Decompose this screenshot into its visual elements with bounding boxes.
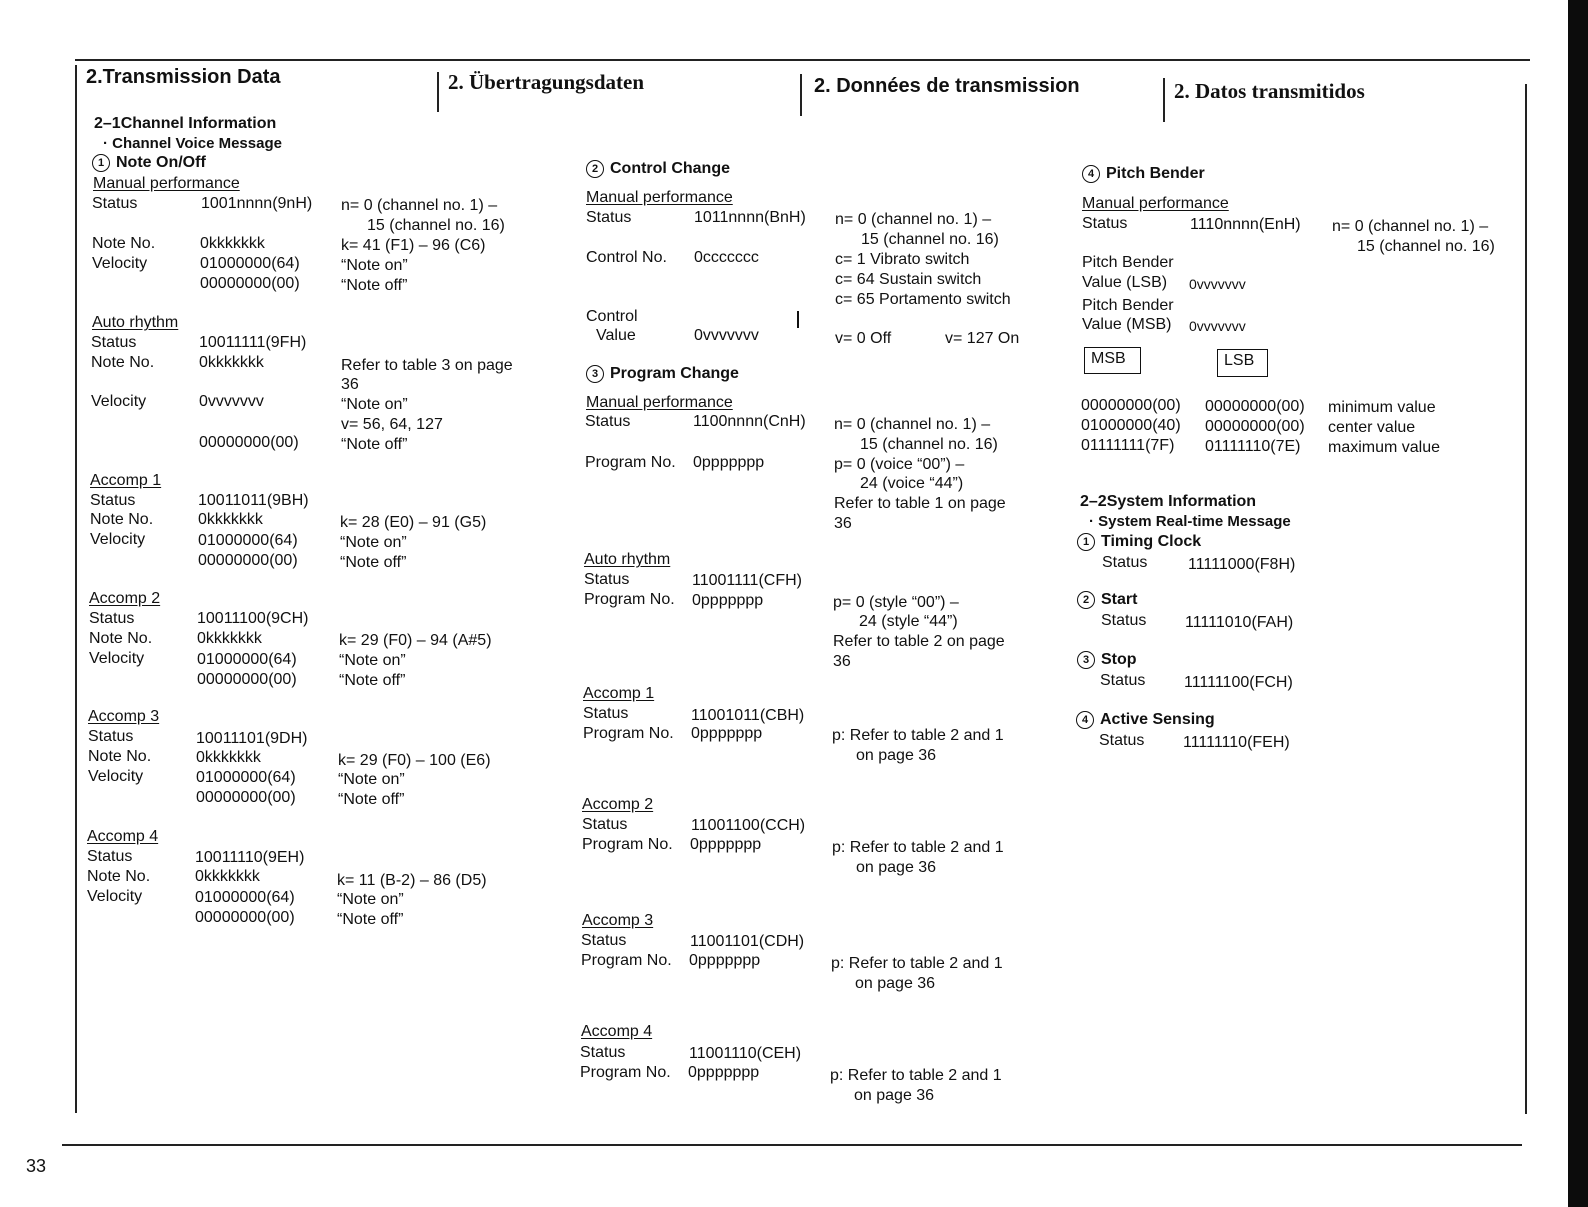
program-change-heading bbox=[586, 365, 739, 383]
circled-number: 4 bbox=[1076, 711, 1094, 729]
table-reference: p: Refer to table 2 and 1 bbox=[830, 1067, 1002, 1084]
status-label: Status bbox=[1100, 672, 1146, 689]
control-value-code: 0vvvvvvv bbox=[694, 327, 759, 344]
channel-range-line2: 15 (channel no. 16) bbox=[367, 217, 505, 234]
channel-range-line2: 15 (channel no. 16) bbox=[861, 231, 999, 248]
status-code: 10011101(9DH) bbox=[196, 730, 308, 747]
note-on-text: “Note on” bbox=[341, 396, 408, 413]
section-channel-voice: · Channel Voice Message bbox=[103, 135, 282, 152]
velocity-code: 01000000(64) bbox=[200, 255, 300, 272]
stop-title: Stop bbox=[1101, 651, 1137, 668]
msb-box: MSB bbox=[1084, 347, 1141, 374]
program-no-code: 0ppppppp bbox=[690, 836, 762, 853]
note-on-text: “Note on” bbox=[339, 652, 406, 669]
status-label: Status bbox=[1102, 554, 1148, 571]
note-label: Note No. bbox=[90, 511, 154, 528]
top-rule bbox=[75, 59, 1530, 61]
note-off-text: “Note off” bbox=[341, 277, 408, 294]
accomp-heading: Accomp 4 bbox=[581, 1023, 653, 1040]
circled-number: 3 bbox=[1077, 651, 1095, 669]
pb-row-desc: minimum value bbox=[1328, 399, 1436, 416]
page-edge bbox=[1568, 0, 1588, 1207]
pb-row-msb: 01000000(40) bbox=[1081, 417, 1181, 434]
active-sensing-heading bbox=[1076, 711, 1215, 729]
velocity-off-code: 00000000(00) bbox=[199, 434, 299, 451]
manual-performance-heading: Manual performance bbox=[586, 394, 733, 411]
title-en: 2.Transmission Data bbox=[86, 66, 281, 88]
status-label: Status bbox=[92, 195, 138, 212]
title-de: 2. Übertragungsdaten bbox=[448, 70, 645, 94]
column-divider bbox=[75, 65, 77, 1113]
control-no-code: 0ccccccc bbox=[694, 249, 759, 266]
status-code: 10011100(9CH) bbox=[197, 610, 309, 627]
program-no-code: 0ppppppp bbox=[693, 454, 765, 471]
table-reference: Refer to table 1 on page bbox=[834, 495, 1006, 512]
control-vibrato: c= 1 Vibrato switch bbox=[835, 251, 970, 268]
status-code: 11111000(F8H) bbox=[1188, 556, 1296, 573]
program-no-label: Program No. bbox=[585, 454, 676, 471]
status-label: Status bbox=[91, 334, 137, 351]
note-on-text: “Note on” bbox=[341, 257, 408, 274]
note-label: Note No. bbox=[87, 868, 151, 885]
status-label: Status bbox=[583, 705, 629, 722]
program-range-line1: p= 0 (voice “00”) – bbox=[834, 456, 965, 473]
velocity-off-code: 00000000(00) bbox=[198, 552, 298, 569]
value-msb-code: 0vvvvvvv bbox=[1189, 318, 1246, 334]
pb-row-lsb: 00000000(00) bbox=[1205, 398, 1305, 415]
program-range-line2: 24 (style “44”) bbox=[859, 613, 958, 630]
circled-number: 1 bbox=[92, 154, 110, 172]
pb-row-msb: 00000000(00) bbox=[1081, 397, 1181, 414]
channel-range-line1: n= 0 (channel no. 1) – bbox=[835, 211, 992, 228]
stop-heading bbox=[1077, 651, 1137, 669]
velocity-label: Velocity bbox=[92, 255, 148, 272]
table-reference: p: Refer to table 2 and 1 bbox=[832, 839, 1004, 856]
status-code: 1110nnnn(EnH) bbox=[1190, 216, 1301, 233]
velocity-off-code: 00000000(00) bbox=[200, 275, 300, 292]
table-reference-page: on page 36 bbox=[856, 859, 937, 876]
manual-performance-heading: Manual performance bbox=[93, 175, 240, 192]
auto-rhythm-heading: Auto rhythm bbox=[92, 314, 179, 331]
manual-performance-heading: Manual performance bbox=[586, 189, 733, 206]
value-msb-label: Value (MSB) bbox=[1082, 316, 1172, 333]
velocity-off-code: 00000000(00) bbox=[197, 671, 297, 688]
pitch-bender-title: Pitch Bender bbox=[1106, 165, 1205, 182]
program-no-code: 0ppppppp bbox=[692, 592, 764, 609]
table-reference-page: 36 bbox=[341, 376, 359, 393]
channel-range-line2: 15 (channel no. 16) bbox=[1357, 238, 1495, 255]
column-divider bbox=[437, 72, 439, 112]
program-no-code: 0ppppppp bbox=[688, 1064, 760, 1081]
value-on: v= 127 On bbox=[945, 330, 1020, 347]
note-on-text: “Note on” bbox=[337, 891, 404, 908]
program-no-code: 0ppppppp bbox=[689, 952, 761, 969]
circled-number: 4 bbox=[1082, 165, 1100, 183]
status-label: Status bbox=[1099, 732, 1145, 749]
program-no-label: Program No. bbox=[580, 1064, 671, 1081]
status-code: 11001100(CCH) bbox=[691, 817, 806, 834]
velocity-off-code: 00000000(00) bbox=[196, 789, 296, 806]
pitch-bender-heading bbox=[1082, 165, 1205, 183]
table-reference: Refer to table 2 on page bbox=[833, 633, 1005, 650]
key-range: k= 28 (E0) – 91 (G5) bbox=[340, 514, 487, 531]
title-es: 2. Datos transmitidos bbox=[1174, 79, 1365, 103]
status-code: 11111100(FCH) bbox=[1184, 674, 1293, 691]
status-code: 10011110(9EH) bbox=[195, 849, 305, 866]
circled-number: 2 bbox=[1077, 591, 1095, 609]
velocity-off-code: 00000000(00) bbox=[195, 909, 295, 926]
section-channel-information: 2–1Channel Information bbox=[94, 115, 277, 132]
control-sustain: c= 64 Sustain switch bbox=[835, 271, 982, 288]
key-range: k= 11 (B-2) – 86 (D5) bbox=[337, 872, 487, 889]
note-label: Note No. bbox=[92, 235, 156, 252]
status-code: 10011111(9FH) bbox=[199, 334, 307, 351]
key-range: k= 41 (F1) – 96 (C6) bbox=[341, 237, 486, 254]
status-code: 11001101(CDH) bbox=[690, 933, 805, 950]
status-label: Status bbox=[585, 413, 631, 430]
status-label: Status bbox=[87, 848, 133, 865]
program-range-line2: 24 (voice “44”) bbox=[860, 475, 964, 492]
note-onoff-heading bbox=[92, 154, 206, 172]
table-reference-page: on page 36 bbox=[856, 747, 937, 764]
program-no-label: Program No. bbox=[581, 952, 672, 969]
note-code: 0kkkkkkk bbox=[198, 511, 263, 528]
pb-row-lsb: 00000000(00) bbox=[1205, 418, 1305, 435]
channel-range-line2: 15 (channel no. 16) bbox=[860, 436, 998, 453]
status-code: 11111110(FEH) bbox=[1183, 734, 1290, 751]
note-code: 0kkkkkkk bbox=[199, 354, 264, 371]
channel-range-line1: n= 0 (channel no. 1) – bbox=[1332, 218, 1489, 235]
status-label: Status bbox=[584, 571, 630, 588]
pb-row-desc: maximum value bbox=[1328, 439, 1441, 456]
control-change-title: Control Change bbox=[610, 160, 730, 177]
pitch-bender-msb-label: Pitch Bender bbox=[1082, 297, 1174, 314]
velocity-values: v= 56, 64, 127 bbox=[341, 416, 443, 433]
velocity-code: 01000000(64) bbox=[197, 651, 297, 668]
velocity-label: Velocity bbox=[91, 393, 147, 410]
note-label: Note No. bbox=[88, 748, 152, 765]
table-reference-page: on page 36 bbox=[855, 975, 936, 992]
accomp-heading: Accomp 2 bbox=[89, 590, 161, 607]
accomp-heading: Accomp 3 bbox=[88, 708, 160, 725]
pitch-bender-lsb-label: Pitch Bender bbox=[1082, 254, 1174, 271]
column-divider bbox=[1163, 78, 1165, 122]
status-label: Status bbox=[88, 728, 134, 745]
column-divider bbox=[800, 74, 802, 116]
pb-row-lsb: 01111110(7E) bbox=[1205, 438, 1301, 455]
pb-row-msb: 01111111(7F) bbox=[1081, 437, 1175, 454]
program-change-title: Program Change bbox=[610, 365, 739, 382]
value-off: v= 0 Off bbox=[835, 330, 892, 347]
velocity-label: Velocity bbox=[90, 531, 146, 548]
manual-performance-heading: Manual performance bbox=[1082, 195, 1229, 212]
note-off-text: “Note off” bbox=[337, 911, 404, 928]
table-reference: p: Refer to table 2 and 1 bbox=[832, 727, 1004, 744]
accomp-heading: Accomp 3 bbox=[582, 912, 654, 929]
pb-row-desc: center value bbox=[1328, 419, 1416, 436]
page-number: 33 bbox=[26, 1156, 47, 1176]
status-label: Status bbox=[90, 492, 136, 509]
velocity-label: Velocity bbox=[89, 650, 145, 667]
column-divider bbox=[1525, 84, 1527, 1114]
status-label: Status bbox=[1101, 612, 1147, 629]
status-code: 1100nnnn(CnH) bbox=[693, 413, 806, 430]
status-code: 11001111(CFH) bbox=[692, 572, 802, 589]
timing-clock-heading bbox=[1077, 533, 1201, 551]
table-reference-page: on page 36 bbox=[854, 1087, 935, 1104]
note-on-text: “Note on” bbox=[340, 534, 407, 551]
status-label: Status bbox=[581, 932, 627, 949]
status-code: 1001nnnn(9nH) bbox=[201, 195, 313, 212]
section-system-realtime: · System Real-time Message bbox=[1089, 513, 1291, 530]
note-code: 0kkkkkkk bbox=[200, 235, 265, 252]
velocity-label: Velocity bbox=[87, 888, 143, 905]
status-code: 11001011(CBH) bbox=[691, 707, 805, 724]
note-off-text: “Note off” bbox=[339, 672, 406, 689]
accomp-heading: Accomp 4 bbox=[87, 828, 159, 845]
section-system-information: 2–2System Information bbox=[1080, 493, 1257, 510]
status-code: 10011011(9BH) bbox=[198, 492, 309, 509]
program-no-label: Program No. bbox=[583, 725, 674, 742]
velocity-code: 01000000(64) bbox=[196, 769, 296, 786]
note-onoff-title: Note On/Off bbox=[116, 154, 206, 171]
circled-number: 3 bbox=[586, 365, 604, 383]
note-off-text: “Note off” bbox=[338, 791, 405, 808]
note-off-text: “Note off” bbox=[340, 554, 407, 571]
status-code: 11111010(FAH) bbox=[1185, 614, 1294, 631]
key-range: k= 29 (F0) – 94 (A#5) bbox=[339, 632, 492, 649]
status-label: Status bbox=[89, 610, 135, 627]
key-range: k= 29 (F0) – 100 (E6) bbox=[338, 752, 491, 769]
accomp-heading: Accomp 1 bbox=[90, 472, 162, 489]
control-no-label: Control No. bbox=[586, 249, 667, 266]
status-code: 1011nnnn(BnH) bbox=[694, 209, 806, 226]
value-lsb-code: 0vvvvvvv bbox=[1189, 276, 1246, 292]
note-code: 0kkkkkkk bbox=[196, 749, 261, 766]
value-lsb-label: Value (LSB) bbox=[1082, 274, 1168, 291]
velocity-label: Velocity bbox=[88, 768, 144, 785]
velocity-code: 0vvvvvvv bbox=[199, 393, 264, 410]
auto-rhythm-heading: Auto rhythm bbox=[584, 551, 671, 568]
note-off-text: “Note off” bbox=[341, 436, 408, 453]
status-code: 11001110(CEH) bbox=[689, 1045, 802, 1062]
accomp-heading: Accomp 2 bbox=[582, 796, 654, 813]
timing-clock-title: Timing Clock bbox=[1101, 533, 1202, 550]
table-reference-page: 36 bbox=[833, 653, 851, 670]
start-title: Start bbox=[1101, 591, 1138, 608]
note-label: Note No. bbox=[89, 630, 153, 647]
status-label: Status bbox=[580, 1044, 626, 1061]
title-fr: 2. Données de transmission bbox=[814, 75, 1080, 97]
bottom-rule bbox=[62, 1144, 1522, 1146]
table-reference: Refer to table 3 on page bbox=[341, 357, 513, 374]
program-range-line1: p= 0 (style “00”) – bbox=[833, 594, 959, 611]
circled-number: 1 bbox=[1077, 533, 1095, 551]
circled-number: 2 bbox=[586, 160, 604, 178]
accomp-heading: Accomp 1 bbox=[583, 685, 655, 702]
note-label: Note No. bbox=[91, 354, 155, 371]
active-sensing-title: Active Sensing bbox=[1100, 711, 1215, 728]
note-code: 0kkkkkkk bbox=[197, 630, 262, 647]
velocity-code: 01000000(64) bbox=[198, 532, 298, 549]
start-heading bbox=[1077, 591, 1137, 609]
control-change-heading bbox=[586, 160, 730, 178]
control-value-label: Control bbox=[586, 308, 638, 325]
control-portamento: c= 65 Portamento switch bbox=[835, 291, 1011, 308]
table-reference: p: Refer to table 2 and 1 bbox=[831, 955, 1003, 972]
program-no-code: 0ppppppp bbox=[691, 725, 763, 742]
note-on-text: “Note on” bbox=[338, 771, 405, 788]
channel-range-line1: n= 0 (channel no. 1) – bbox=[834, 416, 991, 433]
control-value-label: Value bbox=[596, 327, 636, 344]
channel-range-line1: n= 0 (channel no. 1) – bbox=[341, 197, 498, 214]
note-code: 0kkkkkkk bbox=[195, 868, 260, 885]
table-reference-page: 36 bbox=[834, 515, 852, 532]
lsb-box: LSB bbox=[1217, 349, 1268, 377]
program-no-label: Program No. bbox=[582, 836, 673, 853]
status-label: Status bbox=[582, 816, 628, 833]
velocity-code: 01000000(64) bbox=[195, 889, 295, 906]
status-label: Status bbox=[1082, 215, 1128, 232]
program-no-label: Program No. bbox=[584, 591, 675, 608]
status-label: Status bbox=[586, 209, 632, 226]
divider-tick bbox=[797, 311, 799, 328]
